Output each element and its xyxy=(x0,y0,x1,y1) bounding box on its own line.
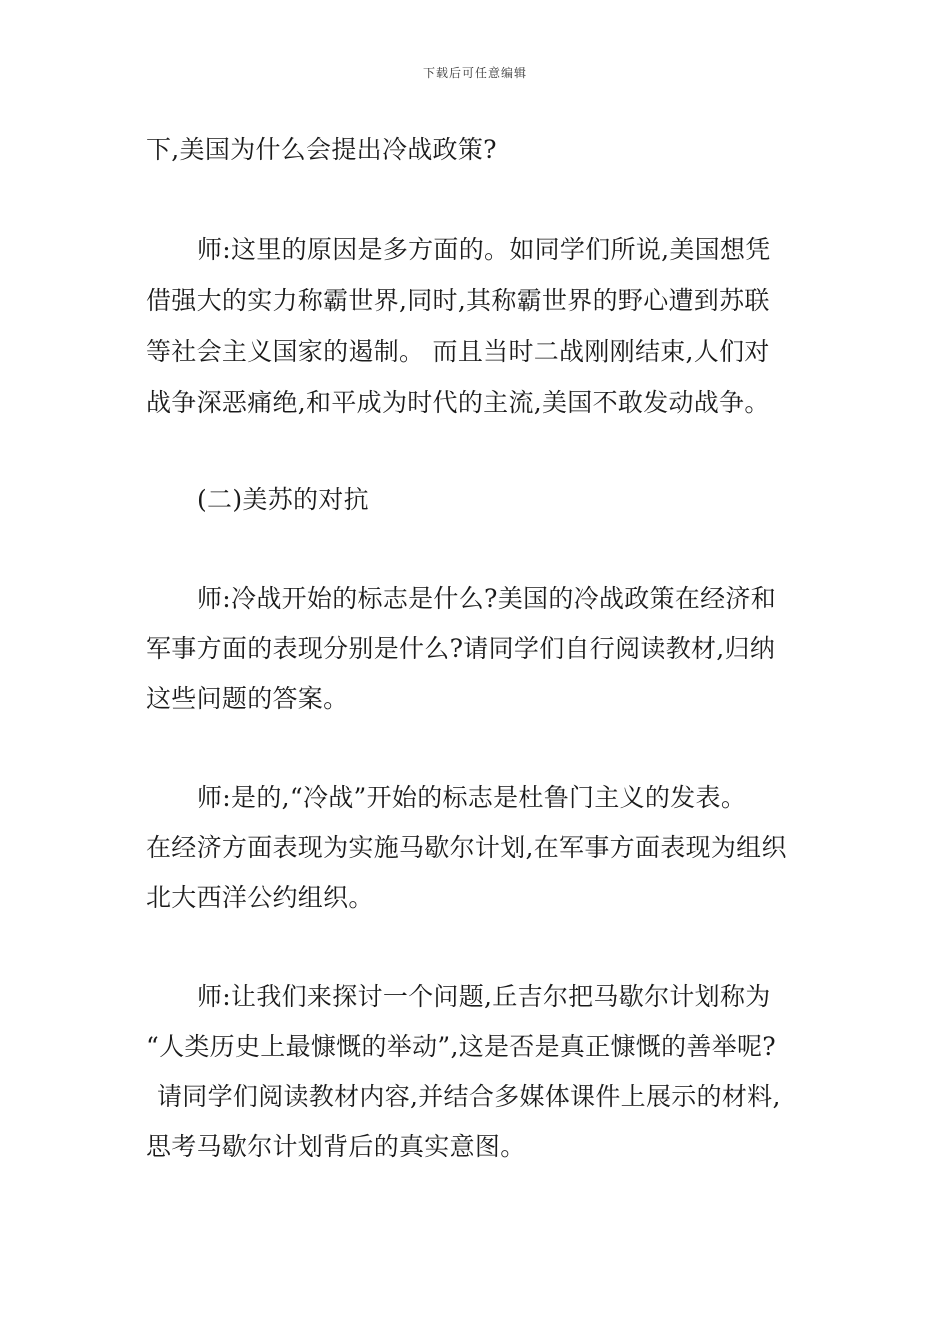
text-line: 这些问题的答案。 xyxy=(146,684,349,713)
text-line: 战争深恶痛绝,和平成为时代的主流,美国不敢发动战争。 xyxy=(146,388,770,417)
text-line: 北大西洋公约组织。 xyxy=(146,883,374,912)
text-line: 思考马歇尔计划背后的真实意图。 xyxy=(146,1132,526,1161)
text-line: 师:冷战开始的标志是什么?美国的冷战政策在经济和 xyxy=(197,584,777,613)
text-line: 师:是的,“冷战”开始的标志是杜鲁门主义的发表。 xyxy=(197,783,747,812)
text-line: “人类历史上最慷慨的举动”,这是否是真正慷慨的善举呢? xyxy=(146,1032,777,1061)
text-line: 师:让我们来探讨一个问题,丘吉尔把马歇尔计划称为 xyxy=(197,982,771,1011)
header-note: 下载后可任意编辑 xyxy=(422,66,527,80)
text-line: 在经济方面表现为实施马歇尔计划,在军事方面表现为组织 xyxy=(146,833,787,862)
text-line: 师:这里的原因是多方面的。如同学们所说,美国想凭 xyxy=(197,235,771,264)
text-line: 等社会主义国家的遏制。 而且当时二战刚刚结束,人们对 xyxy=(146,337,770,366)
section-heading: (二)美苏的对抗 xyxy=(197,485,369,514)
text-line: 下,美国为什么会提出冷战政策? xyxy=(146,135,497,164)
text-line: 借强大的实力称霸世界,同时,其称霸世界的野心遭到苏联 xyxy=(146,286,770,315)
text-line: 军事方面的表现分别是什么?请同学们自行阅读教材,归纳 xyxy=(146,634,776,663)
text-line: 请同学们阅读教材内容,并结合多媒体课件上展示的材料, xyxy=(157,1082,781,1111)
